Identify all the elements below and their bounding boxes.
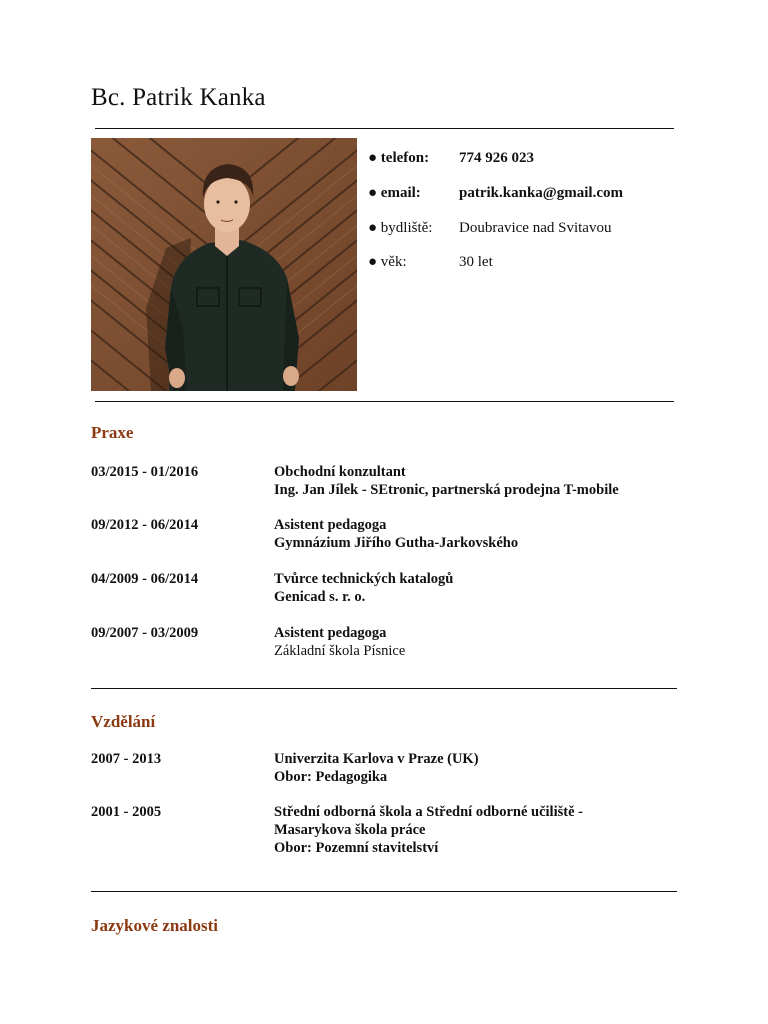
praxe-org: Základní škola Písnice xyxy=(274,643,406,659)
contact-age-label: ● věk: xyxy=(368,254,407,270)
education-date: 2007 - 2013 xyxy=(91,751,162,767)
contact-residence-value: Doubravice nad Svitavou xyxy=(459,220,612,236)
header-divider xyxy=(95,128,674,129)
praxe-role: Obchodní konzultant xyxy=(274,464,406,480)
praxe-role: Asistent pedagoga xyxy=(274,517,387,533)
praxe-org: Ing. Jan Jílek - SEtronic, partnerská prodejna T-mobile xyxy=(274,482,619,498)
contact-email-label: ● email: xyxy=(368,185,421,201)
contact-phone-value: 774 926 023 xyxy=(459,150,534,166)
education-school: Střední odborná škola a Střední odborné učiliště - xyxy=(274,804,583,820)
education-school: Univerzita Karlova v Praze (UK) xyxy=(274,751,479,767)
praxe-org: Genicad s. r. o. xyxy=(274,589,366,605)
profile-photo xyxy=(91,138,357,391)
section-title-praxe: Praxe xyxy=(91,423,134,442)
education-date: 2001 - 2005 xyxy=(91,804,162,820)
photo-divider xyxy=(95,401,674,402)
praxe-role: Asistent pedagoga xyxy=(274,625,387,641)
education-school-line2: Masarykova škola práce xyxy=(274,822,426,838)
contact-phone-label: ● telefon: xyxy=(368,150,430,166)
praxe-date: 03/2015 - 01/2016 xyxy=(91,464,199,480)
praxe-divider xyxy=(91,688,677,689)
praxe-date: 09/2012 - 06/2014 xyxy=(91,517,199,533)
person-name: Bc. Patrik Kanka xyxy=(91,84,266,111)
vzdelani-divider xyxy=(91,891,677,892)
education-field: Obor: Pedagogika xyxy=(274,769,388,785)
education-field: Obor: Pozemní stavitelství xyxy=(274,840,439,856)
contact-email-value: patrik.kanka@gmail.com xyxy=(459,185,623,201)
praxe-date: 09/2007 - 03/2009 xyxy=(91,625,199,641)
section-title-vzdelani: Vzdělání xyxy=(91,712,156,731)
praxe-role: Tvůrce technických katalogů xyxy=(274,571,454,587)
praxe-org: Gymnázium Jiřího Gutha-Jarkovského xyxy=(274,535,519,551)
contact-residence-label: ● bydliště: xyxy=(368,220,433,236)
contact-age-value: 30 let xyxy=(459,254,493,270)
praxe-date: 04/2009 - 06/2014 xyxy=(91,571,199,587)
section-title-jazyky: Jazykové znalosti xyxy=(91,916,219,935)
